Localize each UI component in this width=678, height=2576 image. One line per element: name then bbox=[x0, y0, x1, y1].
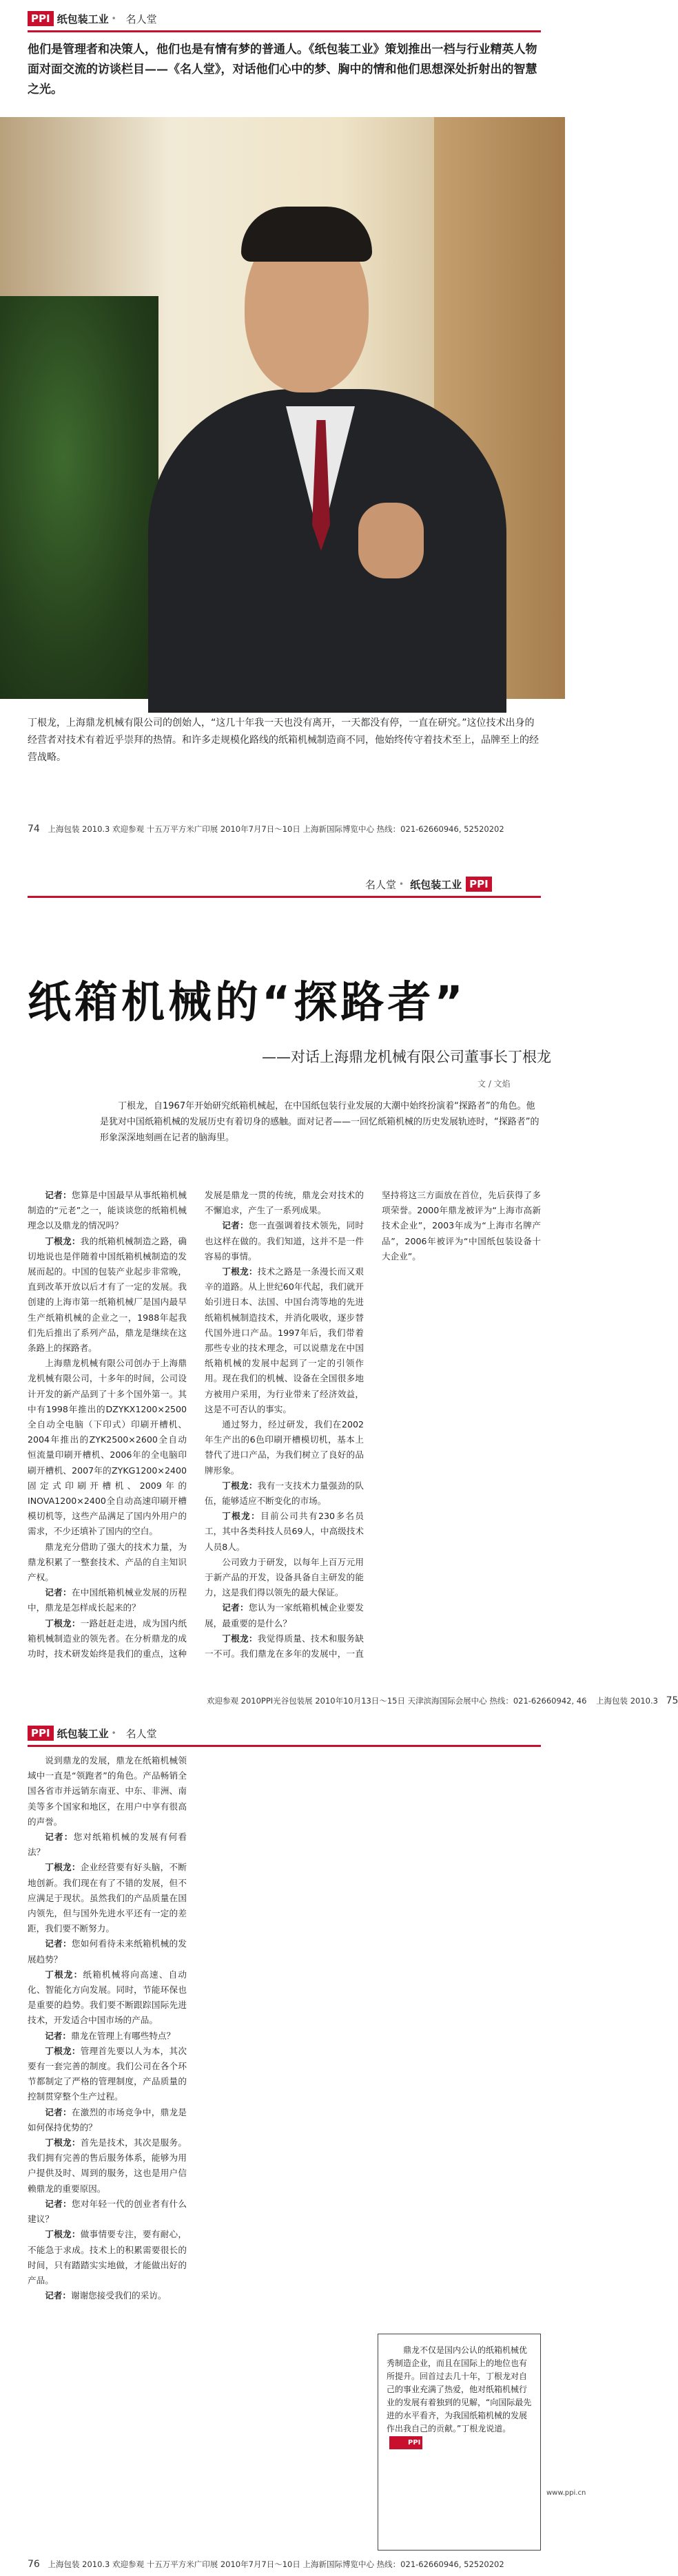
article-title: 纸箱机械的“探路者” bbox=[28, 977, 466, 1027]
body-paragraph bbox=[28, 2227, 187, 2288]
page-76 bbox=[0, 1717, 586, 2576]
paragraph-text: 一路赶赶走进，成为国内纸箱机械制造业的领先者。在分析鼎龙的成功时，技术研发始终是我们的重点，这种发展是鼎龙一贯的传统，鼎龙会对技术的不懈追求，产生了一系列成果。 bbox=[28, 1190, 364, 1659]
byline: 文 / 文焰 bbox=[477, 1079, 511, 1089]
footer-text: 上海包装 2010.3 欢迎参观 十五万平方米广印展 2010年7月7日～10日 上海新国际博览中心 热线：021-62660946, 52520202 bbox=[48, 2559, 504, 2569]
page-74 bbox=[0, 0, 565, 859]
paragraph-text: 鼎龙充分借助了强大的技术力量，为鼎龙积累了一整套技术、产品的自主知识产权。 bbox=[28, 1541, 187, 1583]
page-header bbox=[28, 8, 157, 29]
column-intro: 他们是管理者和决策人，他们也是有情有梦的普通人。《纸包装工业》策划推出一档与行业精英人物面对面交流的访谈栏目——《名人堂》，对话他们心中的梦、胸中的情和他们思想深处折射出的智慧之光。 bbox=[28, 43, 537, 96]
speaker-label: 记者： bbox=[45, 1832, 74, 1843]
paragraph-text: 首先是技术，其次是服务。我们拥有完善的售后服务体系，能够为用户提供及时、周到的服务，这也是用户信赖鼎龙的重要原因。 bbox=[28, 2137, 187, 2194]
body-paragraph bbox=[28, 2197, 187, 2227]
body-paragraph bbox=[28, 2288, 187, 2303]
paragraph-text: 通过努力，经过研发，我们在2002年生产出的6色印刷开槽模切机，基本上替代了进口产品，为我们树立了良好的品牌形象。 bbox=[205, 1419, 364, 1476]
separator-dot: • bbox=[111, 14, 116, 23]
speaker-label: 丁根龙： bbox=[222, 1266, 258, 1277]
paragraph-text: 您认为一家纸箱机械企业要发展，最重要的是什么？ bbox=[205, 1602, 364, 1629]
paragraph-text: 您对纸箱机械的发展有何看法？ bbox=[28, 1832, 187, 1858]
speaker-label: 丁根龙： bbox=[45, 2229, 81, 2240]
paragraph-text: 纸箱机械将向高速、自动化、智能化方向发展。同时，节能环保也是重要的趋势。我们要不断跟踪国际先进技术，开发适合中国市场的产品。 bbox=[28, 1969, 187, 2026]
body-paragraph bbox=[28, 1356, 187, 1539]
speaker-label: 记者： bbox=[45, 1938, 72, 1949]
magazine-name: 纸包装工业 bbox=[56, 1727, 109, 1740]
speaker-label: 记者： bbox=[222, 1602, 249, 1613]
speaker-label: 丁根龙： bbox=[45, 1862, 81, 1873]
body-paragraph bbox=[205, 1600, 364, 1631]
page-header bbox=[28, 1723, 157, 1743]
ppi-logo: PPI bbox=[28, 11, 54, 26]
header-rule bbox=[28, 1745, 541, 1747]
speaker-label: 记者： bbox=[222, 1220, 249, 1231]
paragraph-text: 公司致力于研发，以每年上百万元用于新产品的开发，设备具备自主研发的能力，这是我们得以领先的最大保证。 bbox=[205, 1556, 364, 1598]
paragraph-text: 说到鼎龙的发展，鼎龙在纸箱机械领域中一直是“领跑者”的角色。产品畅销全国各省市并远销东南亚、中东、非洲、南美等多个国家和地区，在用户中享有很高的声誉。 bbox=[28, 1755, 187, 1827]
caption-paragraph: 丁根龙，上海鼎龙机械有限公司的创始人，“这几十年我一天也没有离开，一天都没有停，一直在研究。”这位技术出身的经营者对技术有着近乎崇拜的热情。和许多走规模化路线的纸箱机械制造商不同，他始终传守着技术至上，品牌至上的经营战略。 bbox=[28, 718, 539, 763]
body-paragraph bbox=[205, 1218, 364, 1264]
page-number: 76 bbox=[28, 2559, 40, 2570]
footer-magazine: 上海包装 2010.3 bbox=[596, 1696, 658, 1706]
speaker-label: 记者： bbox=[45, 1190, 72, 1200]
body-paragraph bbox=[28, 1860, 187, 1936]
page-footer bbox=[28, 2559, 504, 2570]
speaker-label: 丁根龙： bbox=[45, 1617, 81, 1629]
paragraph-text: 做事情要专注，要有耐心，不能急于求成。技术上的积累需要很长的时间，只有踏踏实实地做，才能做出好的产品。 bbox=[28, 2229, 187, 2285]
body-paragraph bbox=[28, 2029, 187, 2044]
paragraph-text: 我有一支技术力量强劲的队伍，能够适应不断变化的市场。 bbox=[205, 1480, 364, 1507]
body-paragraph bbox=[28, 1967, 187, 2029]
page-number: 74 bbox=[28, 824, 40, 835]
pull-quote-text: 鼎龙不仅是国内公认的纸箱机械优秀制造企业，而且在国际上的地位也有所提升。回首过去几十年，丁根龙对自己的事业充满了热爱，他对纸箱机械行业的发展有着独到的见解，“向国际最先进的水平看齐，为我国纸箱机械的发展作出我自己的贡献。”丁根龙说道。 bbox=[387, 2345, 532, 2433]
portrait-photo bbox=[0, 117, 565, 699]
paragraph-text: 我觉得质量、技术和服务缺一不可。我们鼎龙在多年的发展中，一直坚持将这三方面放在首位，先后获得了多项荣誉。2000年鼎龙被评为“上海市高新技术企业”，2003年成为“上海市名牌产品”，2006年被评为“中国纸包装设备十大企业”。 bbox=[205, 1190, 541, 1659]
page-header bbox=[358, 874, 492, 894]
speaker-label: 记者： bbox=[45, 2106, 72, 2117]
lead-paragraph: 丁根龙，自1967年开始研究纸箱机械起，在中国纸包装行业发展的大潮中始终扮演着“探路者”的角色。他是犹对中国纸箱机械的发展历史有着切身的感触。面对记者——一回忆纸箱机械的历史发展轨迹时，“探路者”的形象深深地刻画在记者的脑海里。 bbox=[100, 1101, 540, 1143]
header-rule bbox=[28, 896, 541, 898]
paragraph-text: 您一直强调着技术领先，同时也这样在做的。我们知道，这并不是一件容易的事情。 bbox=[205, 1220, 364, 1261]
body-paragraph bbox=[28, 1585, 187, 1615]
footer-text: 欢迎参观 2010PPI光谷包装展 2010年10月13日～15日 天津滨海国际会展中心 热线：021-62660942, 46 bbox=[207, 1696, 587, 1706]
paragraph-text: 谢谢您接受我们的采访。 bbox=[70, 2290, 167, 2301]
body-paragraph bbox=[205, 1555, 364, 1601]
paragraph-text: 鼎龙在管理上有哪些特点？ bbox=[70, 2030, 176, 2041]
separator-dot: • bbox=[111, 1728, 116, 1738]
paragraph-text: 上海鼎龙机械有限公司创办于上海鼎龙机械有限公司，十多年的时间，公司设计开发的新产品到了十多个国外第一。其中有1998年推出的DZYKX1200×2500全自动全电脑（下印式）印刷开槽机、2004年推出的ZYK2500×2600全自动恒流量印刷开槽机、2006年的全电脑印刷开槽机、2007年的ZYKG1200×2400固定式印刷开槽机、2009年的INOVA1200×2400全自动高速印刷开槽模切机等，这些产品满足了国内外用户的需求，不少还填补了国内的空白。 bbox=[28, 1358, 187, 1537]
speaker-label: 记者： bbox=[45, 2290, 71, 2301]
section-name: 名人堂 bbox=[365, 878, 397, 891]
paragraph-text: 管理首先要以人为本，其次要有一套完善的制度。我们公司在各个环节都制定了严格的管理制度，产品质量的控制贯穿整个生产过程。 bbox=[28, 2045, 187, 2102]
paragraph-text: 您对年轻一代的创业者有什么建议？ bbox=[28, 2198, 187, 2225]
article-subtitle: ——对话上海鼎龙机械有限公司董事长丁根龙 bbox=[262, 1049, 551, 1065]
speaker-label: 记者： bbox=[45, 2030, 71, 2041]
paragraph-text: 您算是中国最早从事纸箱机械制造的“元老”之一，能谈谈您的纸箱机械理念以及鼎龙的情况吗？ bbox=[28, 1190, 187, 1231]
ppi-logo: PPI bbox=[466, 877, 492, 892]
article-body bbox=[28, 1188, 541, 1670]
photo-caption bbox=[28, 715, 541, 769]
body-paragraph bbox=[205, 1509, 364, 1555]
body-paragraph bbox=[205, 1264, 364, 1417]
body-paragraph bbox=[28, 2044, 187, 2105]
body-paragraph bbox=[28, 1540, 187, 1586]
speaker-label: 丁根龙： bbox=[222, 1480, 258, 1491]
body-paragraph bbox=[205, 1478, 364, 1509]
body-paragraph bbox=[28, 2105, 187, 2135]
speaker-label: 丁根龙： bbox=[45, 2137, 81, 2148]
speaker-label: 丁根龙： bbox=[45, 1235, 81, 1246]
pull-quote-box bbox=[378, 2334, 541, 2551]
paragraph-text: 企业经营要有好头脑，不断地创新。我们现在有了不错的发展，但不应满足于现状。虽然我们的产品质量在国内领先，但与国外先进水平还有一定的差距，我们要不断努力。 bbox=[28, 1862, 187, 1934]
page-number: 75 bbox=[666, 1695, 678, 1706]
paragraph-text: 您如何看待未来纸箱机械的发展趋势？ bbox=[28, 1938, 187, 1965]
ppi-logo: PPI bbox=[28, 1726, 54, 1741]
body-paragraph bbox=[28, 1936, 187, 1967]
body-paragraph bbox=[28, 1830, 187, 1860]
page-75 bbox=[0, 859, 678, 1717]
speaker-label: 丁根龙： bbox=[222, 1511, 261, 1522]
end-mark: PPI bbox=[389, 2436, 422, 2449]
header-rule bbox=[28, 30, 541, 32]
speaker-label: 丁根龙： bbox=[45, 1969, 83, 1980]
separator-dot: • bbox=[399, 879, 404, 889]
page-footer bbox=[207, 1695, 678, 1706]
speaker-label: 丁根龙： bbox=[45, 2045, 81, 2056]
magazine-name: 纸包装工业 bbox=[56, 12, 109, 25]
body-paragraph bbox=[28, 2135, 187, 2197]
paragraph-text: 技术之路是一条漫长而又艰辛的道路。从上世纪60年代起，我们就开始引进日本、法国、中国台湾等地的先进纸箱机械制造技术，并消化吸收，逐步替代国外进口产品。1997年后，我们带着那些专业的技术理念，可以说鼎龙在中国纸箱机械的发展中起到了一定的引领作用。现在我们的机械、设备在全国很多地方被用户采用，为行业带来了经济效益，这是不可否认的事实。 bbox=[205, 1266, 364, 1414]
speaker-label: 丁根龙： bbox=[222, 1633, 258, 1644]
section-name: 名人堂 bbox=[125, 1727, 157, 1740]
speaker-label: 记者： bbox=[45, 1587, 72, 1598]
paragraph-text: 我的纸箱机械制造之路，确切地说也是伴随着中国纸箱机械制造的发展而起的。中国的包装产业起步非常晚，直到改革开放以后才有了一定的发展。我创建的上海市第一纸箱机械厂是国内最早生产纸箱机械的企业之一，1988年起我们先后推出了系列产品，鼎龙是继续在这条路上的探路者。 bbox=[28, 1235, 187, 1354]
paragraph-text: 在激烈的市场竞争中，鼎龙是如何保持优势的？ bbox=[28, 2106, 187, 2133]
plant-shape bbox=[0, 296, 158, 699]
speaker-label: 记者： bbox=[45, 2198, 72, 2209]
hand-shape bbox=[358, 503, 424, 578]
paragraph-text: 目前公司共有230多名员工，其中各类科技人员69人，中高级技术人员8人。 bbox=[205, 1511, 364, 1552]
body-paragraph bbox=[28, 1753, 187, 1830]
paragraph-text: 在中国纸箱机械业发展的历程中，鼎龙是怎样成长起来的？ bbox=[28, 1587, 187, 1613]
section-name: 名人堂 bbox=[125, 12, 157, 25]
side-website: www.ppi.cn bbox=[546, 2489, 586, 2497]
body-paragraph bbox=[28, 1234, 187, 1357]
hair-shape bbox=[241, 207, 372, 262]
body-paragraph bbox=[28, 1188, 187, 1234]
page-footer bbox=[28, 824, 504, 835]
footer-text: 上海包装 2010.3 欢迎参观 十五万平方米广印展 2010年7月7日～10日 上海新国际博览中心 热线：021-62660946, 52520202 bbox=[48, 824, 504, 834]
magazine-name: 纸包装工业 bbox=[410, 878, 462, 891]
body-paragraph bbox=[205, 1417, 364, 1478]
